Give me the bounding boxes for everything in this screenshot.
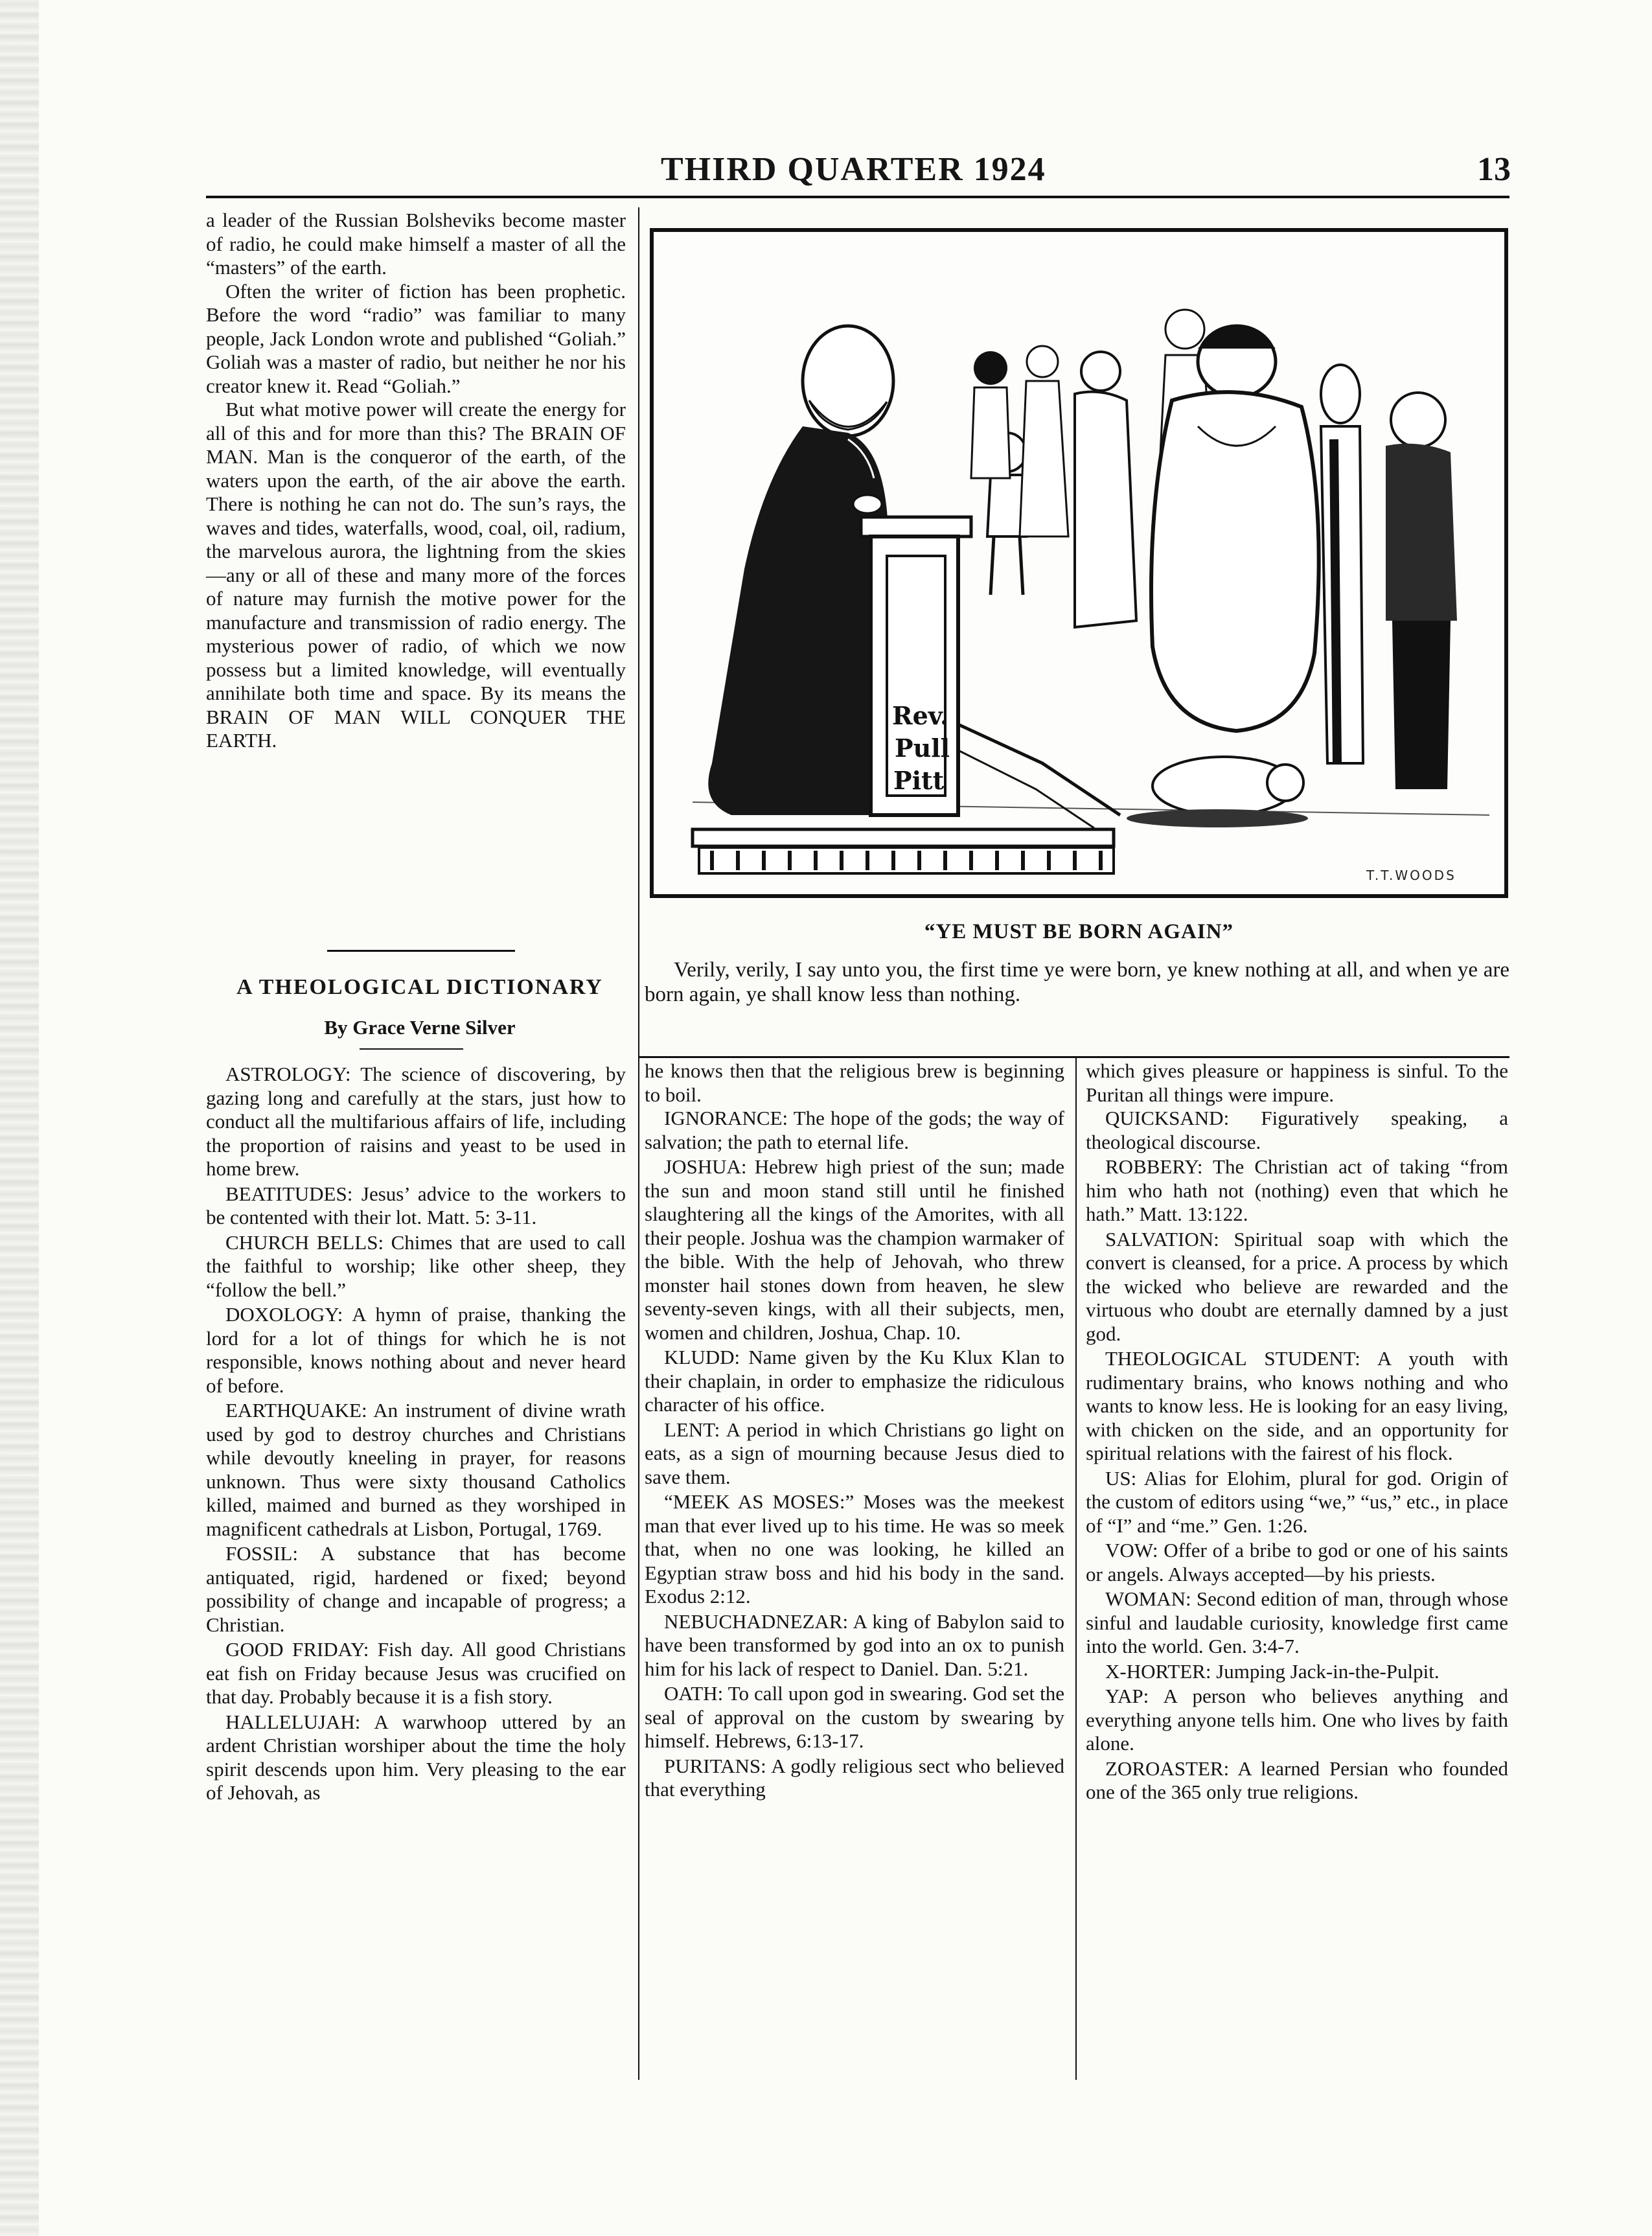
dictionary-entry: THEOLOGICAL STUDENT: A youth with rudimentary brains, who knows nothing and who wants to know less. He is looking for an easy living, with chicken on the side, and an opportunity for spiritual relations with the fairest of his flock. [1086,1347,1508,1464]
dictionary-entry: GOOD FRIDAY: Fish day. All good Christians eat fish on Friday because Jesus was crucified on that day. Probably because it is a fish story. [206,1638,626,1708]
author-underline [360,1048,463,1050]
dictionary-entry: OATH: To call upon god in swearing. God set the seal of approval on the custom by swearing by himself. Hebrews, 6:13-17. [645,1682,1064,1752]
boy-figure [1386,393,1457,789]
dictionary-column-1 [206,1063,626,1806]
dictionary-entry: ASTROLOGY: The science of discovering, by gazing long and carefully at the stars, just how to conduct all the multifarious affairs of life, including the proportion of raisins and yeast to be used in home brew. [206,1063,626,1180]
dictionary-entry: “MEEK AS MOSES:” Moses was the meekest man that ever lived up to his time. He was so meek that, when no one was looking, he killed an Egyptian straw boss and hid his body in the sand. Exodus 2:12. [645,1490,1064,1608]
page-title: THIRD QUARTER 1924 [661,151,1046,188]
dictionary-column-2 [645,1059,1064,1803]
dictionary-entry: LENT: A period in which Christians go light on eats, as a sign of mourning because Jesus died to save them. [645,1418,1064,1488]
dictionary-entry: US: Alias for Elohim, plural for god. Origin of the custom of editors using “we,” “us,” etc., in place of “I” and “me.” Gen. 1:26. [1086,1466,1508,1537]
artist-signature: T.T.WOODS [1366,868,1456,883]
dictionary-entry: KLUDD: Name given by the Ku Klux Klan to their chaplain, in order to emphasize the ridiculous character of his office. [645,1346,1064,1416]
pulpit-label-line1: Rev. [892,701,949,730]
dictionary-author: By Grace Verne Silver [324,1016,516,1039]
intro-paragraph: Often the writer of fiction has been prophetic. Before the word “radio” was familiar to many people, Jack London wrote and published “Goliah.” Goliah was a master of radio, but neither he nor his creator knew it. Read “Goliah.” [206,279,626,397]
dictionary-entry: WOMAN: Second edition of man, through whose sinful and laudable curiosity, knowledge first came into the world. Gen. 3:4-7. [1086,1587,1508,1657]
page-number: 13 [1477,151,1511,188]
intro-paragraph: But what motive power will create the energy for all of this and for more than this? The BRAIN OF MAN. Man is the conqueror of the earth, of the waters upon the earth, of the air above the earth. There is nothing he can not do. The sun’s rays, the waves and tides, waterfalls, wood, coal, oil, radium, the marvelous aurora, the lightning from the skies—any or all of these and many more of the forces of nature may furnish the motive power for the manufacture and transmission of radio energy. The mysterious power of radio, of which we now possess but a limited knowledge, will eventually annihilate both time and space. By its means the BRAIN OF MAN WILL CONQUER THE EARTH. [206,398,626,752]
dictionary-entry: EARTHQUAKE: An instrument of divine wrath used by god to destroy churches and Christians while devoutly kneeling in prayer, for reasons unknown. Thus were sixty thousand Catholics killed, maimed and burned as they worshiped in magnificent cathedrals at Lisbon, Portugal, 1769. [206,1399,626,1540]
dictionary-entry: YAP: A person who believes anything and everything anyone tells him. One who lives by faith alone. [1086,1685,1508,1755]
dictionary-entry: FOSSIL: A substance that has become antiquated, rigid, hardened or fixed; beyond possibility of change and incapable of progress; a Christian. [206,1542,626,1636]
pulpit [861,517,971,815]
cartoon-drawing [654,232,1504,894]
column-divider-1 [638,1056,639,2080]
dictionary-continuation: which gives pleasure or happiness is sinful. To the Puritan all things were impure. [1086,1059,1508,1106]
dictionary-entry: DOXOLOGY: A hymn of praise, thanking the lord for a lot of things for which he is not responsible, knows nothing about and never heard of before. [206,1303,626,1397]
dictionary-title: A THEOLOGICAL DICTIONARY [236,975,603,999]
dictionary-entry: HALLELUJAH: A warwhoop uttered by an ardent Christian worshiper about the time the holy spirit descends upon him. Very pleasing to the ear of Jehovah, as [206,1710,626,1804]
dictionary-entry: CHURCH BELLS: Chimes that are used to call the faithful to worship; like other sheep, they “follow the bell.” [206,1230,626,1301]
column-divider-top [638,207,639,1056]
dictionary-entry: SALVATION: Spiritual soap with which the convert is cleansed, for a price. A process by which the wicked who believe are rewarded and the virtuous who doubt are eternally damned by a just god. [1086,1227,1508,1345]
dictionary-entry: X-HORTER: Jumping Jack-in-the-Pulpit. [1105,1659,1440,1683]
dictionary-continuation: he knows then that the religious brew is beginning to boil. [645,1059,1064,1106]
dictionary-entry: BEATITUDES: Jesus’ advice to the workers to be contented with their lot. Matt. 5: 3-11. [206,1182,626,1228]
intro-paragraph: a leader of the Russian Bolsheviks become master of radio, he could make himself a master of all the “masters” of the earth. [206,209,626,279]
header-rule [206,196,1509,198]
cartoon-illustration [650,228,1508,898]
dictionary-entry: QUICKSAND: Figuratively speaking, a theological discourse. [1086,1107,1508,1153]
dictionary-entry: JOSHUA: Hebrew high priest of the sun; made the sun and moon stand still until he finished slaughtering all the kings of the Amorites, with all their people. Joshua was the champion warmaker of the bible. With the help of Jehovah, who threw monster hail stones down from heaven, he slew seventy-seven kings, with all their subjects, men, women and children, Joshua, Chap. 10. [645,1155,1064,1344]
dictionary-entry: NEBUCHADNEZAR: A king of Babylon said to have been transformed by god into an ox to punish him for his lack of respect to Daniel. Dan. 5:21. [645,1609,1064,1680]
dictionary-entry: IGNORANCE: The hope of the gods; the way of salvation; the path to eternal life. [645,1107,1064,1153]
dictionary-entry: ROBBERY: The Christian act of taking “from him who hath not (nothing) even that which he hath.” Matt. 13:122. [1086,1155,1508,1225]
column-divider-2 [1075,1056,1077,2080]
dictionary-entry: ZOROASTER: A learned Persian who founded one of the 365 only true religions. [1086,1757,1508,1803]
page-header [661,150,1516,189]
intro-article-column [206,209,626,753]
pulpit-label-line3: Pitt [893,766,945,795]
cartoon-caption: Verily, verily, I say unto you, the first time ye were born, ye knew nothing at all, and when ye are born again, ye shall know less than nothing. [645,958,1509,1006]
dictionary-column-3 [1086,1059,1508,1806]
pulpit-label-line2: Pull [895,733,950,763]
cartoon-title: “YE MUST BE BORN AGAIN” [924,920,1234,943]
thin-man-figure [1321,365,1363,763]
dog-figure [1127,757,1308,827]
section-divider [327,950,515,952]
caption-bottom-rule [638,1056,1509,1058]
dictionary-entry: VOW: Offer of a bribe to god or one of his saints or angels. Always accepted—by his priests. [1086,1539,1508,1585]
scan-edge-shadow [0,0,39,2236]
dictionary-entry: PURITANS: A godly religious sect who believed that everything [645,1754,1064,1801]
